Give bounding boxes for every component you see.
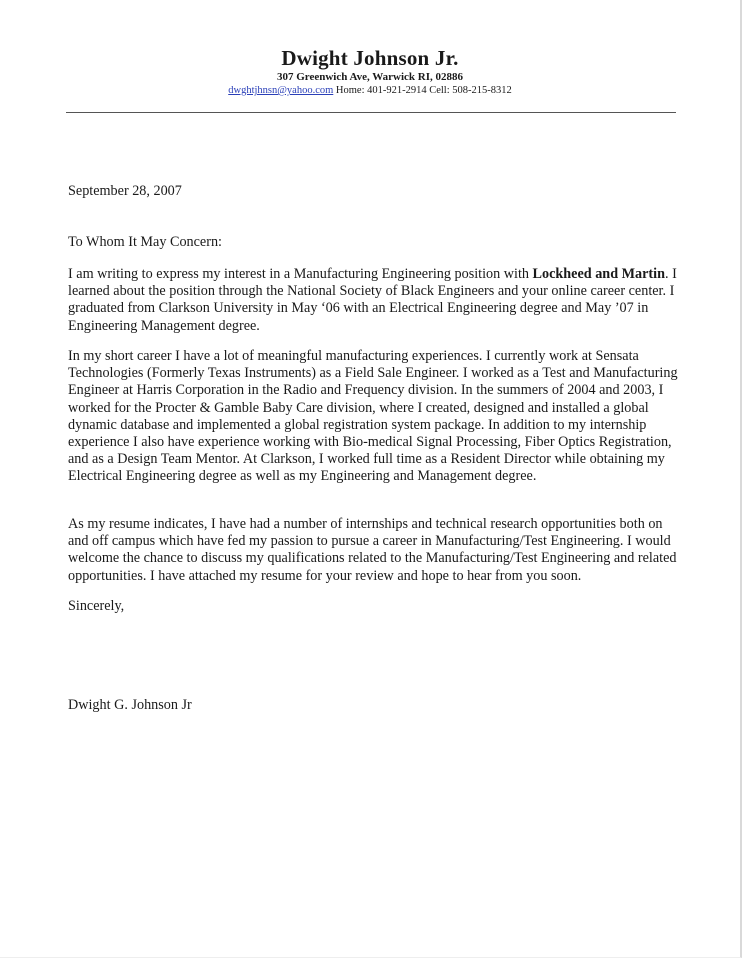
experience-text: In my short career I have a lot of meaningful manufacturing experiences. I currently work at Sensata Technologies (Formerly Texas Instruments) as a Field Sale Engineer. I worked as a Test and Manufacturing Engineer at Harris Corporation in the Radio and Frequency division. In the summers of 2004 and 2003, I worked for the Procter & Gamble Baby Care division, where I created, designed and installed a global dynamic database and implemented a global registration system package. In addition to my internship experience I also have experience working with Bio-medical Signal Processing, Fiber Optics Registration, and as a Design Team Mentor. At Clarkson, I worked full time as a Resident Director while obtaining my Electrical Engineering degree as well as my Engineering and Management degree. [68, 348, 678, 485]
letterhead [0, 46, 740, 97]
paragraph-closing-pitch [68, 516, 678, 585]
sender-address: 307 Greenwich Ave, Warwick RI, 02886 [276, 71, 464, 83]
closing: Sincerely, [68, 598, 125, 614]
letter-date: September 28, 2007 [68, 183, 182, 199]
phone-numbers: Home: 401-921-2914 Cell: 508-215-8312 [335, 85, 512, 96]
paragraph-intro [68, 266, 678, 335]
sender-contact [0, 84, 740, 97]
signature-name: Dwight G. Johnson Jr [68, 697, 192, 713]
header-divider [66, 112, 676, 113]
salutation: To Whom It May Concern: [68, 234, 222, 250]
paragraph-experience [68, 348, 678, 486]
company-name: Lockheed and Martin [532, 266, 665, 282]
email-link[interactable]: dwghtjhnsn@yahoo.com [228, 85, 334, 96]
intro-text-start: I am writing to express my interest in a Manufacturing Engineering position with [68, 266, 533, 282]
closing-pitch-text: As my resume indicates, I have had a number of internships and technical research opportunities both on and off campus which have fed my passion to pursue a career in Manufacturing/Test Engineering. I would welcome the chance to discuss my qualifications related to the Manufacturing/Test Engineering and related opportunities. I have attached my resume for your review and hope to hear from you soon. [68, 516, 677, 584]
sender-name: Dwight Johnson Jr. [281, 46, 459, 70]
intro-text-end: . I learned about the position through the National Society of Black Engineers and your online career center. I graduated from Clarkson University in May ‘06 with an Electrical Engineering degree and May ’07 in Engineering Management degree. [68, 266, 677, 334]
